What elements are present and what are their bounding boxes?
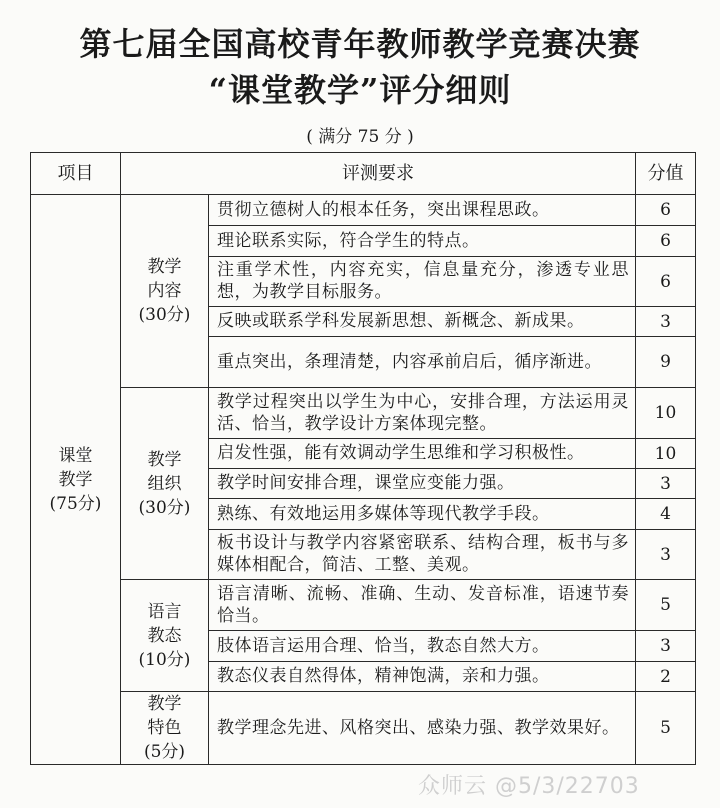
category-cell: 教学 特色 (5分) bbox=[121, 692, 209, 765]
item-cell: 课堂 教学 (75分) bbox=[31, 195, 121, 765]
score-cell: 5 bbox=[636, 692, 696, 765]
score-cell: 6 bbox=[636, 195, 696, 226]
score-cell: 3 bbox=[636, 530, 696, 580]
requirement-cell: 教态仪表自然得体，精神饱满，亲和力强。 bbox=[209, 662, 636, 692]
requirement-cell: 教学过程突出以学生为中心，安排合理，方法运用灵活、恰当，教学设计方案体现完整。 bbox=[209, 388, 636, 439]
requirement-cell: 板书设计与教学内容紧密联系、结构合理，板书与多媒体相配合，简洁、工整、美观。 bbox=[209, 530, 636, 580]
score-cell: 9 bbox=[636, 337, 696, 388]
table-row bbox=[31, 580, 696, 631]
requirement-cell: 教学理念先进、风格突出、感染力强、教学效果好。 bbox=[209, 692, 636, 765]
score-cell: 10 bbox=[636, 439, 696, 469]
category-cell: 教学 组织 (30分) bbox=[121, 388, 209, 580]
header-requirement: 评测要求 bbox=[121, 153, 636, 195]
scoring-table bbox=[30, 152, 696, 765]
requirement-cell: 肢体语言运用合理、恰当，教态自然大方。 bbox=[209, 631, 636, 662]
header-score: 分值 bbox=[636, 153, 696, 195]
score-cell: 4 bbox=[636, 499, 696, 530]
requirement-cell: 语言清晰、流畅、准确、生动、发音标准，语速节奏恰当。 bbox=[209, 580, 636, 631]
requirement-cell: 启发性强，能有效调动学生思维和学习积极性。 bbox=[209, 439, 636, 469]
requirement-cell: 注重学术性，内容充实，信息量充分，渗透专业思想，为教学目标服务。 bbox=[209, 257, 636, 307]
table-row bbox=[31, 388, 696, 439]
category-cell: 语言 教态 (10分) bbox=[121, 580, 209, 692]
table-header-row bbox=[31, 153, 696, 195]
requirement-cell: 反映或联系学科发展新思想、新概念、新成果。 bbox=[209, 307, 636, 337]
requirement-cell: 熟练、有效地运用多媒体等现代教学手段。 bbox=[209, 499, 636, 530]
score-cell: 3 bbox=[636, 469, 696, 499]
document-title-line1: 第七届全国高校青年教师教学竞赛决赛 bbox=[79, 25, 641, 63]
score-cell: 6 bbox=[636, 226, 696, 257]
requirement-cell: 理论联系实际，符合学生的特点。 bbox=[209, 226, 636, 257]
watermark: 众师云 @5/3/22703 bbox=[418, 774, 640, 799]
score-cell: 6 bbox=[636, 257, 696, 307]
requirement-cell: 重点突出，条理清楚，内容承前启后，循序渐进。 bbox=[209, 337, 636, 388]
header-item: 项目 bbox=[31, 153, 121, 195]
requirement-cell: 贯彻立德树人的根本任务，突出课程思政。 bbox=[209, 195, 636, 226]
requirement-cell: 教学时间安排合理，课堂应变能力强。 bbox=[209, 469, 636, 499]
table-row bbox=[31, 692, 696, 765]
full-score-subtitle: ( 满分 75 分 ) bbox=[306, 127, 414, 147]
score-cell: 3 bbox=[636, 631, 696, 662]
score-cell: 2 bbox=[636, 662, 696, 692]
score-cell: 5 bbox=[636, 580, 696, 631]
document-title-line2: “课堂教学”评分细则 bbox=[208, 71, 512, 109]
score-cell: 10 bbox=[636, 388, 696, 439]
table-row bbox=[31, 195, 696, 226]
score-cell: 3 bbox=[636, 307, 696, 337]
category-cell: 教学 内容 (30分) bbox=[121, 195, 209, 388]
